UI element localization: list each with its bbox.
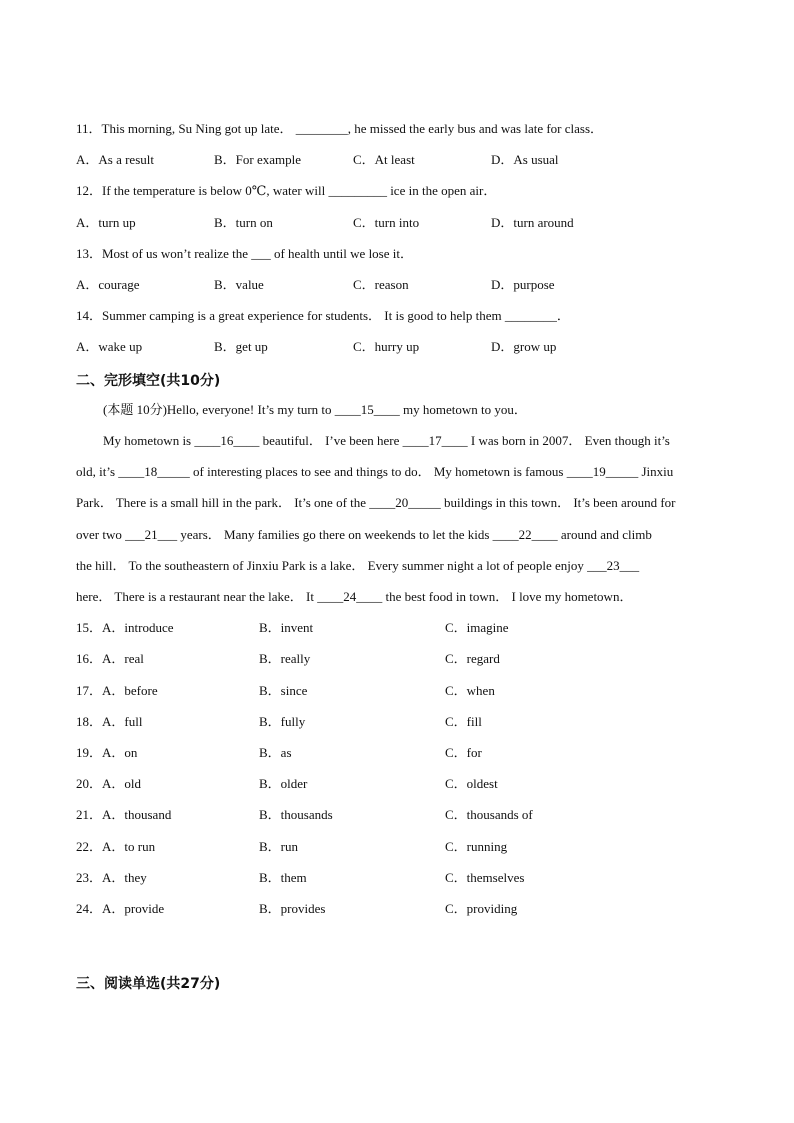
- passage-line: the hill． To the southeastern of Jinxiu Park is a lake． Every summer night a lot of people enjoy ___23___: [76, 558, 640, 573]
- cloze-option-b: B．really: [259, 651, 311, 666]
- option-b: B．get up: [214, 339, 268, 354]
- cloze-option-a: 17．A．before: [76, 683, 158, 698]
- cloze-option-c: C．fill: [445, 714, 482, 729]
- cloze-option-a: 23．A．they: [76, 870, 147, 885]
- passage-line: (本题 10分)Hello, everyone! It’s my turn to ____15____ my hometown to you．: [103, 402, 527, 417]
- option-c: C．turn into: [353, 215, 420, 230]
- passage-line: Park． There is a small hill in the park． It’s one of the ____20_____ buildings in this town． It’s been around for: [76, 495, 676, 510]
- cloze-option-b: B．since: [259, 683, 308, 698]
- option-a: A．As a result: [76, 152, 154, 167]
- option-c: C．At least: [353, 152, 415, 167]
- cloze-option-a: 18．A．full: [76, 714, 143, 729]
- option-b: B．turn on: [214, 215, 273, 230]
- cloze-option-c: C．regard: [445, 651, 500, 666]
- cloze-option-b: B．thousands: [259, 807, 333, 822]
- option-b: B．value: [214, 277, 264, 292]
- option-d: D．purpose: [491, 277, 555, 292]
- cloze-option-a: 15．A．introduce: [76, 620, 174, 635]
- option-d: D．As usual: [491, 152, 559, 167]
- option-a: A．courage: [76, 277, 140, 292]
- cloze-option-c: C．for: [445, 745, 482, 760]
- cloze-option-b: B．run: [259, 839, 299, 854]
- question-12: 12．If the temperature is below 0℃, water will _________ ice in the open air．: [76, 183, 497, 198]
- cloze-option-c: C．thousands of: [445, 807, 533, 822]
- cloze-option-c: C．when: [445, 683, 495, 698]
- cloze-option-c: C．imagine: [445, 620, 509, 635]
- option-c: C．reason: [353, 277, 409, 292]
- option-a: A．turn up: [76, 215, 136, 230]
- passage-line: here． There is a restaurant near the lake． It ____24____ the best food in town． I love my hometown．: [76, 589, 633, 604]
- cloze-option-b: B．them: [259, 870, 307, 885]
- option-d: D．grow up: [491, 339, 557, 354]
- option-c: C．hurry up: [353, 339, 420, 354]
- cloze-option-a: 20．A．old: [76, 776, 142, 791]
- question-13: 13．Most of us won’t realize the ___ of health until we lose it．: [76, 246, 413, 261]
- cloze-option-a: 21．A．thousand: [76, 807, 172, 822]
- cloze-option-c: C．themselves: [445, 870, 525, 885]
- section-title: 二、完形填空(共10分): [76, 373, 221, 389]
- cloze-option-a: 22．A．to run: [76, 839, 156, 854]
- cloze-option-a: 16．A．real: [76, 651, 144, 666]
- option-b: B．For example: [214, 152, 302, 167]
- passage-line: My hometown is ____16____ beautiful． I’ve been here ____17____ I was born in 2007． Even though it’s: [103, 433, 670, 448]
- cloze-option-b: B．fully: [259, 714, 306, 729]
- cloze-option-b: B．invent: [259, 620, 314, 635]
- cloze-option-a: 19．A．on: [76, 745, 138, 760]
- cloze-option-c: C．running: [445, 839, 508, 854]
- cloze-option-b: B．provides: [259, 901, 326, 916]
- question-11: 11．This morning, Su Ning got up late． ________, he missed the early bus and was late for class．: [76, 121, 604, 136]
- cloze-option-c: C．oldest: [445, 776, 498, 791]
- passage-line: old, it’s ____18_____ of interesting places to see and things to do． My hometown is famous ____19_____ Jinxiu: [76, 464, 674, 479]
- cloze-option-a: 24．A．provide: [76, 901, 165, 916]
- cloze-option-b: B．as: [259, 745, 292, 760]
- option-d: D．turn around: [491, 215, 574, 230]
- cloze-option-c: C．providing: [445, 901, 518, 916]
- option-a: A．wake up: [76, 339, 143, 354]
- section-title: 三、阅读单选(共27分): [76, 976, 221, 992]
- question-14: 14．Summer camping is a great experience for students． It is good to help them ________．: [76, 308, 570, 323]
- passage-line: over two ___21___ years． Many families go there on weekends to let the kids ____22____ around and climb: [76, 527, 652, 542]
- cloze-option-b: B．older: [259, 776, 308, 791]
